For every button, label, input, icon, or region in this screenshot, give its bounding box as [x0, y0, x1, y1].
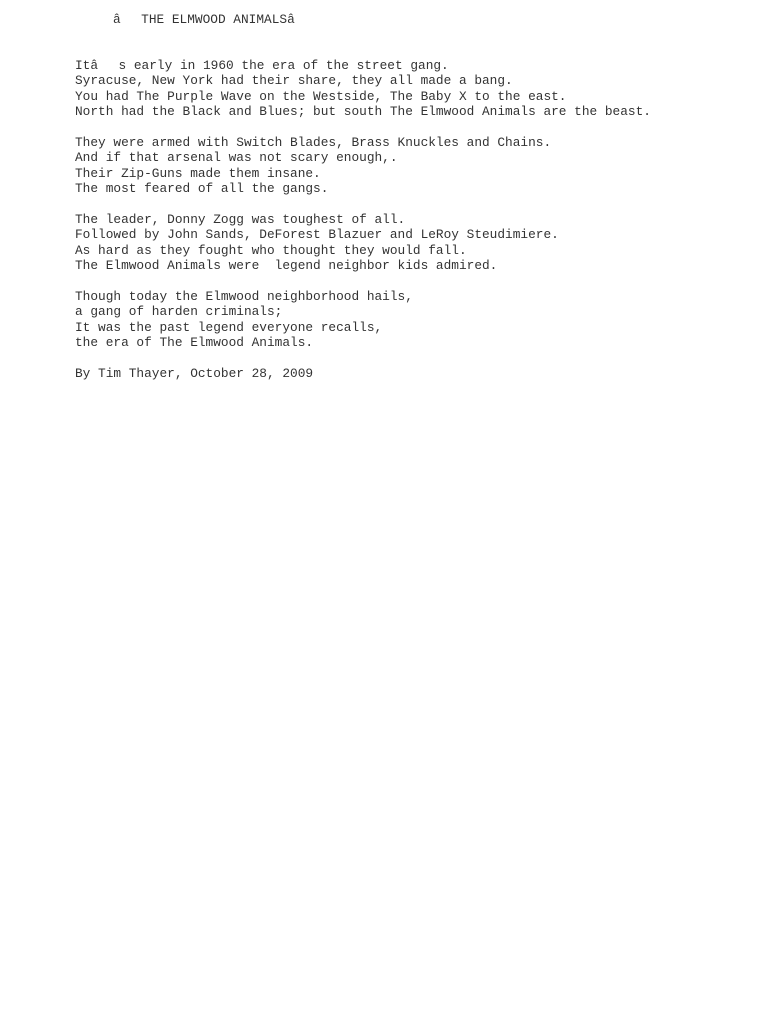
poem-line: North had the Black and Blues; but south The Elmwood Animals are the beast. [75, 104, 651, 120]
stanza-3 [75, 212, 755, 274]
poem-line: the era of The Elmwood Animals. [75, 335, 314, 351]
poem-line: The Elmwood Animals were legend neighbor kids admired. [75, 258, 498, 274]
poem-body [75, 58, 755, 381]
poem-line: They were armed with Switch Blades, Brass Knuckles and Chains. [75, 135, 552, 151]
poem-line: Syracuse, New York had their share, they all made a bang. [75, 73, 513, 89]
poem-line: a gang of harden criminals; [75, 304, 283, 320]
poem-line: The leader, Donny Zogg was toughest of all. [75, 212, 406, 228]
poem-line: As hard as they fought who thought they would fall. [75, 242, 467, 258]
poem-line: It was the past legend everyone recalls, [75, 319, 383, 335]
author-byline: By Tim Thayer, October 28, 2009 [75, 366, 314, 382]
stanza-4 [75, 289, 755, 351]
poem-line: And if that arsenal was not scary enough,. [75, 150, 398, 166]
poem-title: âTHE ELMWOOD ANIMALSâ [113, 12, 316, 27]
stanza-1 [75, 58, 755, 120]
poem-line: You had The Purple Wave on the Westside, The Baby X to the east. [75, 88, 567, 104]
stanza-2 [75, 135, 755, 197]
poem-line: The most feared of all the gangs. [75, 181, 329, 197]
poem-line: Itâs early in 1960 the era of the street gang. [75, 58, 449, 73]
poem-line: Followed by John Sands, DeForest Blazuer and LeRoy Steudimiere. [75, 227, 559, 243]
poem-line: Though today the Elmwood neighborhood hails, [75, 289, 413, 305]
poem-line: Their Zip-Guns made them insane. [75, 165, 321, 181]
